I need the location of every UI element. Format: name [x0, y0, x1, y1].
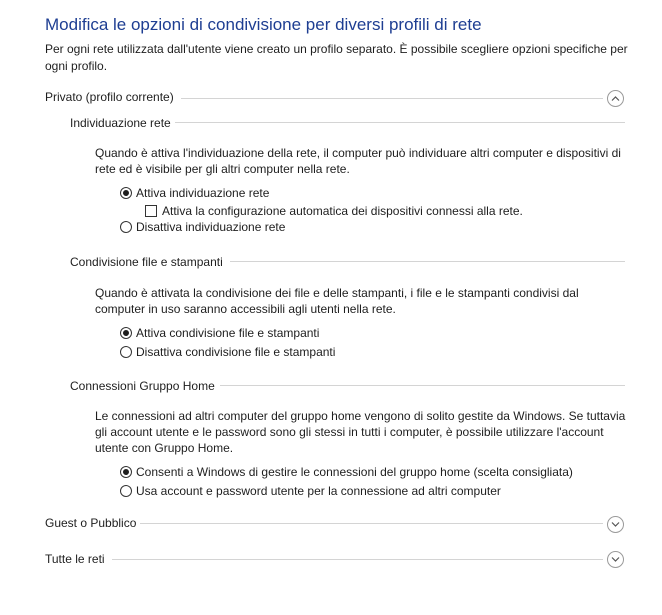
- radio-file-sharing-on-label: Attiva condivisione file e stampanti: [136, 326, 320, 340]
- radio-file-sharing-on[interactable]: [120, 326, 319, 340]
- chevron-down-icon: [611, 521, 620, 528]
- file-printer-sharing-label: Condivisione file e stampanti: [70, 255, 223, 269]
- radio-indicator[interactable]: [120, 466, 132, 478]
- radio-indicator[interactable]: [120, 327, 132, 339]
- network-discovery-divider: [175, 122, 625, 123]
- chevron-up-icon: [611, 95, 620, 102]
- checkbox-indicator[interactable]: [145, 205, 157, 217]
- profile-private-label: Privato (profilo corrente): [45, 90, 174, 104]
- radio-indicator[interactable]: [120, 187, 132, 199]
- profile-guest-divider: [140, 523, 603, 524]
- profile-guest-label: Guest o Pubblico: [45, 516, 137, 530]
- profile-all-label: Tutte le reti: [45, 552, 105, 566]
- file-printer-sharing-description: Quando è attivata la condivisione dei file e delle stampanti, i file e le stampanti condivisi dal computer in uso saranno accessibili agli utenti nella rete.: [95, 286, 579, 316]
- page-title: Modifica le opzioni di condivisione per diversi profili di rete: [45, 15, 482, 34]
- profile-private-divider: [181, 98, 603, 99]
- expand-guest-button[interactable]: [607, 516, 624, 533]
- page-intro: Per ogni rete utilizzata dall'utente viene creato un profilo separato. È possibile scegliere opzioni specifiche per ogni profilo.: [45, 42, 628, 73]
- network-discovery-label: Individuazione rete: [70, 116, 171, 130]
- radio-indicator[interactable]: [120, 346, 132, 358]
- chevron-down-icon: [611, 556, 620, 563]
- radio-file-sharing-off[interactable]: [120, 345, 335, 359]
- radio-network-discovery-off[interactable]: [120, 220, 285, 234]
- homegroup-connections-label: Connessioni Gruppo Home: [70, 379, 215, 393]
- collapse-private-button[interactable]: [607, 90, 624, 107]
- expand-all-button[interactable]: [607, 551, 624, 568]
- radio-homegroup-account-label: Usa account e password utente per la connessione ad altri computer: [136, 484, 501, 498]
- radio-indicator[interactable]: [120, 221, 132, 233]
- network-discovery-description: Quando è attiva l'individuazione della rete, il computer può individuare altri computer e dispositivi di rete ed è visibile per gli altri computer nella rete.: [95, 146, 621, 176]
- file-printer-sharing-divider: [230, 261, 625, 262]
- checkbox-auto-setup[interactable]: [145, 204, 523, 218]
- radio-file-sharing-off-label: Disattiva condivisione file e stampanti: [136, 345, 336, 359]
- checkbox-auto-setup-label: Attiva la configurazione automatica dei dispositivi connessi alla rete.: [162, 204, 523, 218]
- radio-homegroup-windows-label: Consenti a Windows di gestire le connessioni del gruppo home (scelta consigliata): [136, 465, 573, 479]
- radio-network-discovery-on-label: Attiva individuazione rete: [136, 186, 270, 200]
- profile-all-divider: [112, 559, 603, 560]
- radio-homegroup-account[interactable]: [120, 484, 501, 498]
- radio-network-discovery-on[interactable]: [120, 186, 269, 200]
- radio-homegroup-windows[interactable]: [120, 465, 573, 479]
- homegroup-description: Le connessioni ad altri computer del gruppo home vengono di solito gestite da Windows. Se tuttavia gli account utente e le password sono gli stessi in tutti i computer, è possibile utilizzare l'account utente con Gruppo Home.: [95, 409, 626, 455]
- homegroup-connections-divider: [220, 385, 625, 386]
- radio-indicator[interactable]: [120, 485, 132, 497]
- radio-network-discovery-off-label: Disattiva individuazione rete: [136, 220, 286, 234]
